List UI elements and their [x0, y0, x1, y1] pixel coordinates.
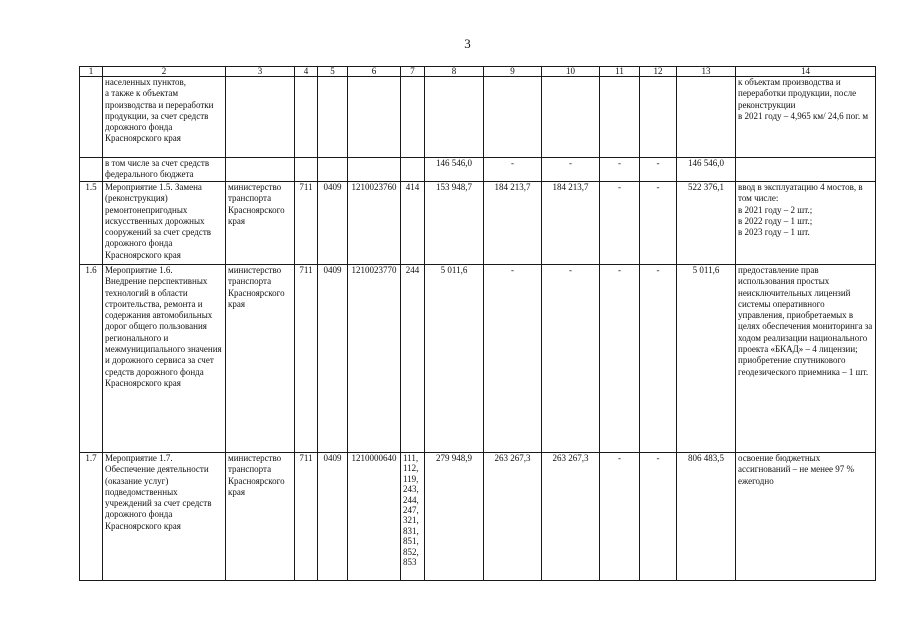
column-header: 2 [103, 67, 226, 77]
cell-expense-type: 414 [401, 182, 425, 265]
column-header: 14 [736, 67, 876, 77]
cell-expense-type: 111, 112, 119, 243, 244, 247, 321, 831, 851, 852, 853 [401, 453, 425, 581]
cell-col-12: - [640, 158, 677, 182]
cell-number [80, 158, 103, 182]
cell-activity: Мероприятие 1.5. Замена (реконструкция) ремонтонепригодных искусственных дорожных сооружений за счет средств дорожного фонда Красноярского края [103, 182, 226, 265]
cell-activity: в том числе за счет средств федерального бюджета [103, 158, 226, 182]
cell-ministry: министерство транспорта Красноярского края [226, 265, 295, 453]
header-row [80, 67, 876, 77]
table-row [80, 453, 876, 581]
cell-amount-2021: 279 948,9 [425, 453, 484, 581]
cell-section: 0409 [318, 265, 348, 453]
cell-col-11 [600, 77, 640, 158]
cell-activity: Мероприятие 1.7. Обеспечение деятельности (оказание услуг) подведомственных учреждений за счет средств дорожного фонда Красноярского края [103, 453, 226, 581]
cell-code [295, 158, 318, 182]
cell-col-12 [640, 77, 677, 158]
cell-expense-type: 244 [401, 265, 425, 453]
cell-result: освоение бюджетных ассигнований – не менее 97 % ежегодно [736, 453, 876, 581]
cell-result: к объектам производства и переработки продукции, после реконструкции в 2021 году – 4,965 км/ 24,6 пог. м [736, 77, 876, 158]
column-header: 5 [318, 67, 348, 77]
cell-code: 711 [295, 453, 318, 581]
cell-amount-2022: 184 213,7 [484, 182, 542, 265]
cell-amount-2023: - [542, 158, 600, 182]
column-header: 13 [677, 67, 736, 77]
column-header: 7 [401, 67, 425, 77]
column-header: 11 [600, 67, 640, 77]
cell-col-11: - [600, 265, 640, 453]
cell-amount-2023 [542, 77, 600, 158]
budget-table [79, 66, 876, 581]
cell-amount-2022 [484, 77, 542, 158]
cell-amount-2022: 263 267,3 [484, 453, 542, 581]
cell-amount-2023: 263 267,3 [542, 453, 600, 581]
cell-number: 1.5 [80, 182, 103, 265]
cell-ministry [226, 77, 295, 158]
table-row [80, 265, 876, 453]
cell-number [80, 77, 103, 158]
column-header: 6 [348, 67, 401, 77]
cell-col-12: - [640, 182, 677, 265]
table-row [80, 182, 876, 265]
cell-total: 146 546,0 [677, 158, 736, 182]
column-header: 8 [425, 67, 484, 77]
cell-col-11: - [600, 182, 640, 265]
cell-col-12: - [640, 453, 677, 581]
cell-amount-2021: 146 546,0 [425, 158, 484, 182]
cell-total: 806 483,5 [677, 453, 736, 581]
cell-ministry: министерство транспорта Красноярского края [226, 453, 295, 581]
cell-number: 1.6 [80, 265, 103, 453]
cell-activity: Мероприятие 1.6. Внедрение перспективных технологий в области строительства, ремонта и содержания автомобильных дорог общего пользования регионального и межмуниципального значения и дорожного сервиса за счет средств дорожного фонда Красноярского края [103, 265, 226, 453]
cell-result [736, 158, 876, 182]
cell-total: 5 011,6 [677, 265, 736, 453]
cell-total [677, 77, 736, 158]
cell-amount-2021 [425, 77, 484, 158]
cell-amount-2021: 5 011,6 [425, 265, 484, 453]
cell-section [318, 77, 348, 158]
cell-number: 1.7 [80, 453, 103, 581]
table-row [80, 77, 876, 158]
column-header: 10 [542, 67, 600, 77]
cell-code [295, 77, 318, 158]
column-header: 3 [226, 67, 295, 77]
page-number: 3 [464, 36, 471, 51]
cell-section: 0409 [318, 453, 348, 581]
cell-target-article: 1210023760 [348, 182, 401, 265]
cell-amount-2022: - [484, 265, 542, 453]
cell-code: 711 [295, 265, 318, 453]
cell-amount-2022: - [484, 158, 542, 182]
cell-amount-2023: 184 213,7 [542, 182, 600, 265]
cell-result: предоставление прав использования простых неисключительных лицензий системы оперативного управления, приобретаемых в целях обеспечения мониторинга за ходом реализации национального проекта «БКАД» – 4 лицензии; приобретение спутникового геодезического приемника – 1 шт. [736, 265, 876, 453]
cell-result: ввод в эксплуатацию 4 мостов, в том числе: в 2021 году – 2 шт.; в 2022 году – 1 шт.; в 2023 году – 1 шт. [736, 182, 876, 265]
cell-ministry [226, 158, 295, 182]
cell-section [318, 158, 348, 182]
cell-amount-2023: - [542, 265, 600, 453]
table-row [80, 158, 876, 182]
cell-section: 0409 [318, 182, 348, 265]
column-header: 9 [484, 67, 542, 77]
cell-activity: населенных пунктов, а также к объектам производства и переработки продукции, за счет средств дорожного фонда Красноярского края [103, 77, 226, 158]
cell-target-article: 1210023770 [348, 265, 401, 453]
cell-target-article [348, 77, 401, 158]
cell-col-12: - [640, 265, 677, 453]
cell-expense-type [401, 158, 425, 182]
cell-amount-2021: 153 948,7 [425, 182, 484, 265]
column-header: 1 [80, 67, 103, 77]
column-header: 4 [295, 67, 318, 77]
cell-code: 711 [295, 182, 318, 265]
cell-total: 522 376,1 [677, 182, 736, 265]
cell-ministry: министерство транспорта Красноярского края [226, 182, 295, 265]
column-header: 12 [640, 67, 677, 77]
cell-col-11: - [600, 158, 640, 182]
cell-expense-type [401, 77, 425, 158]
cell-target-article: 1210000640 [348, 453, 401, 581]
cell-target-article [348, 158, 401, 182]
cell-col-11: - [600, 453, 640, 581]
